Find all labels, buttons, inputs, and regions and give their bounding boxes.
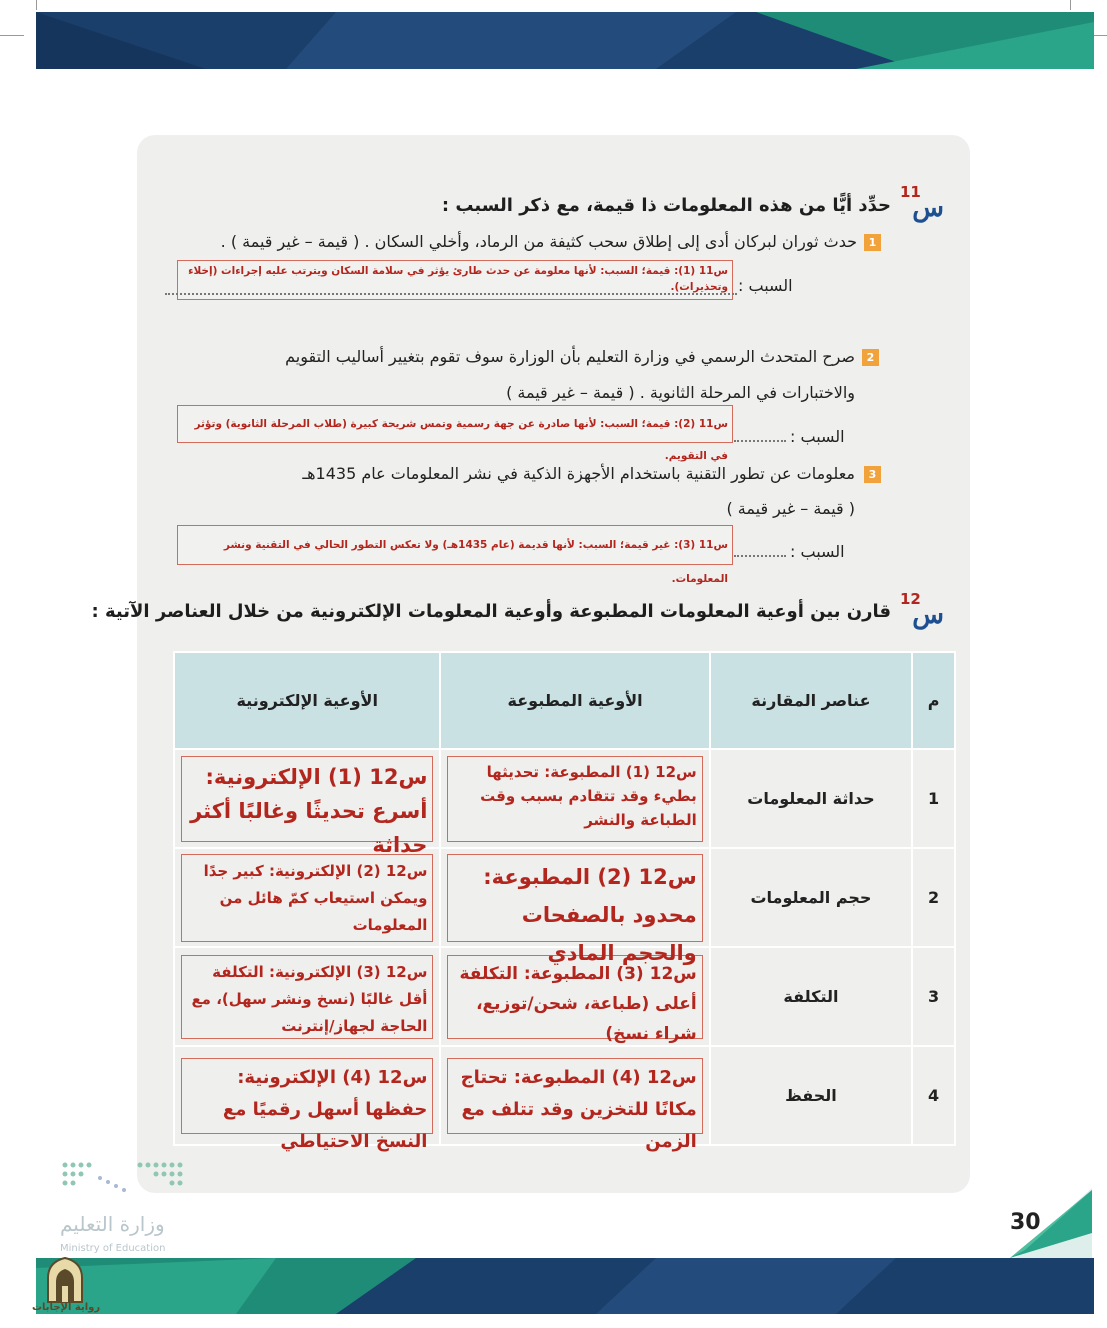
header-electronic: الأوعية الإلكترونية <box>174 652 440 749</box>
item-2-answer: س11 (2): قيمة؛ السبب: لأنها صادرة عن جهة رسمية وتمس شريحة كبيرة (طلاب المرحلة الثانوية) وتؤثر في التقويم. <box>177 405 733 443</box>
bottom-banner <box>36 1258 1094 1314</box>
watermark-text: رواية الإجابات <box>32 1302 101 1313</box>
item-number-badge: 2 <box>862 349 879 366</box>
question-symbol: س <box>912 193 944 223</box>
ministry-name-english: Ministry of Education <box>60 1243 166 1254</box>
question-11-title: حدِّد أيًّا من هذه المعلومات ذا قيمة، مع ذكر السبب : <box>441 195 891 216</box>
answer-line <box>165 293 737 295</box>
row-number: 3 <box>912 947 955 1046</box>
question-12-mark <box>900 590 944 628</box>
reason-label: السبب : <box>790 542 845 561</box>
row-number: 2 <box>912 848 955 947</box>
header-element: عناصر المقارنة <box>710 652 912 749</box>
ministry-logo-icon <box>60 1160 190 1200</box>
electronic-answer: س12 (2) الإلكترونية: كبير جدًا ويمكن استيعاب كمّ هائل من المعلومات <box>181 854 433 942</box>
printed-answer: س12 (3) المطبوعة: التكلفة أعلى (طباعة، شحن/توزيع، شراء نسخ) <box>447 955 702 1039</box>
item-number-badge: 3 <box>864 466 881 483</box>
table-row <box>174 848 955 947</box>
row-element: الحفظ <box>710 1046 912 1145</box>
crop-mark <box>0 35 24 36</box>
answer-line <box>734 440 786 442</box>
item-1-text: حدث ثوران لبركان أدى إلى إطلاق سحب كثيفة من الرماد، وأخلي السكان . ( قيمة – غير قيمة ) . <box>220 232 857 251</box>
crop-mark <box>1070 0 1071 10</box>
comparison-table <box>173 651 956 1152</box>
question-symbol: س <box>912 600 944 630</box>
table-row <box>174 947 955 1046</box>
item-2-line2: والاختبارات في المرحلة الثانوية . ( قيمة – غير قيمة ) <box>506 383 855 402</box>
reason-label: السبب : <box>738 276 793 295</box>
question-number: 12 <box>900 590 921 608</box>
answer-line <box>734 555 786 557</box>
crop-mark <box>36 0 37 10</box>
top-banner <box>36 12 1094 69</box>
ministry-name-arabic: وزارة التعليم <box>60 1212 165 1236</box>
row-element: حداثة المعلومات <box>710 749 912 848</box>
printed-answer: س12 (2) المطبوعة: محدود بالصفحات والحجم المادي <box>447 854 702 942</box>
table-header-row <box>174 652 955 749</box>
row-element: حجم المعلومات <box>710 848 912 947</box>
printed-answer: س12 (4) المطبوعة: تحتاج مكانًا للتخزين وقد تتلف مع الزمن <box>447 1058 702 1134</box>
item-2-line1: صرح المتحدث الرسمي في وزارة التعليم بأن الوزارة سوف تقوم بتغيير أساليب التقويم <box>285 347 855 366</box>
mosque-logo-icon <box>44 1256 86 1302</box>
item-3-line2: ( قيمة – غير قيمة ) <box>726 499 855 518</box>
electronic-answer: س12 (4) الإلكترونية: حفظها أسهل رقميًا مع النسخ الاحتياطي <box>181 1058 433 1134</box>
electronic-answer: س12 (1) الإلكترونية: أسرع تحديثًا وغالبًا أكثر حداثة <box>181 756 433 842</box>
header-printed: الأوعية المطبوعة <box>440 652 709 749</box>
question-11-mark <box>900 183 944 221</box>
item-1-answer: س11 (1): قيمة؛ السبب: لأنها معلومة عن حدث طارئ يؤثر في سلامة السكان ويترتب عليه إجراءات (إخلاء وتحذيرات). <box>177 260 733 300</box>
reason-label: السبب : <box>790 427 845 446</box>
item-number-badge: 1 <box>864 234 881 251</box>
table-row <box>174 1046 955 1145</box>
row-number: 1 <box>912 749 955 848</box>
printed-answer: س12 (1) المطبوعة: تحديثها بطيء وقد تتقادم بسبب وقت الطباعة والنشر <box>447 756 702 842</box>
row-element: التكلفة <box>710 947 912 1046</box>
page-number: 30 <box>1010 1210 1041 1235</box>
row-number: 4 <box>912 1046 955 1145</box>
table-row <box>174 749 955 848</box>
item-3-line1: معلومات عن تطور التقنية باستخدام الأجهزة الذكية في نشر المعلومات عام 1435هـ <box>302 464 855 483</box>
electronic-answer: س12 (3) الإلكترونية: التكلفة أقل غالبًا (نسخ ونشر سهل)، مع الحاجة لجهاز/إنترنت <box>181 955 433 1039</box>
question-12-title: قارن بين أوعية المعلومات المطبوعة وأوعية المعلومات الإلكترونية من خلال العناصر الآتية : <box>91 601 891 622</box>
item-3-answer: س11 (3): غير قيمة؛ السبب: لأنها قديمة (عام 1435هـ) ولا تعكس التطور الحالي في التقنية ونشر المعلومات. <box>177 525 733 565</box>
question-number: 11 <box>900 183 921 201</box>
header-m: م <box>912 652 955 749</box>
